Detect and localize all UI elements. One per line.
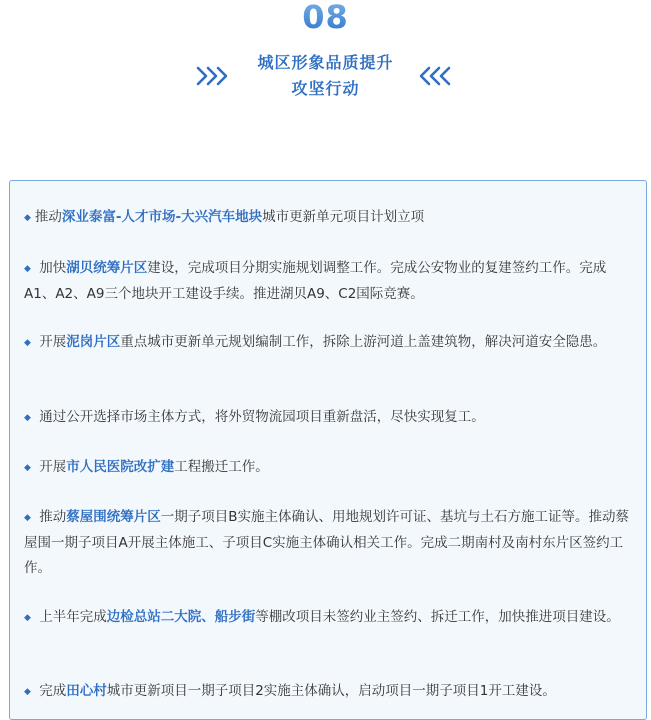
item-text: 完成 [34, 683, 67, 699]
list-item [24, 679, 634, 705]
diamond-bullet-icon: ◆ [24, 513, 31, 523]
item-text: 开展 [34, 459, 67, 475]
section-header [0, 46, 651, 106]
list-item [24, 405, 634, 431]
diamond-bullet-icon: ◆ [24, 687, 31, 697]
item-highlight: 蔡屋围统筹片区 [66, 509, 161, 525]
diamond-bullet-icon: ◆ [24, 463, 31, 473]
item-text: 推动 [34, 509, 67, 525]
item-text: 上半年完成 [34, 609, 107, 625]
list-item [24, 256, 634, 307]
diamond-bullet-icon: ◆ [24, 413, 31, 423]
item-text-rest: 一期子项目B实施主体确认、用地规划许可证、基坑与土石方施工证等。推动蔡屋围一期子项目A开展主体施工、子项目C实施主体确认相关工作。完成二期南村及南村东片区签约工作。 [24, 509, 629, 576]
action-list-card [9, 180, 647, 720]
item-highlight: 泥岗片区 [66, 334, 121, 350]
item-text-rest: 重点城市更新单元规划编制工作，拆除上游河道上盖建筑物，解决河道安全隐患。 [120, 334, 607, 350]
item-text-rest: 工程搬迁工作。 [174, 459, 269, 475]
section-title-line-2: 攻坚行动 [291, 79, 360, 98]
item-highlight: 湖贝统筹片区 [66, 260, 148, 276]
diamond-bullet-icon: ◆ [24, 338, 31, 348]
item-text: 开展 [34, 334, 67, 350]
diamond-bullet-icon: ◆ [24, 213, 31, 223]
chevron-left-triple-icon [416, 64, 456, 88]
item-highlight: 市人民医院改扩建 [66, 459, 175, 475]
item-highlight: 田心村 [66, 683, 107, 699]
diamond-bullet-icon: ◆ [24, 613, 31, 623]
item-text: 加快 [34, 260, 67, 276]
list-item [24, 205, 634, 231]
item-text-rest: 建设，完成项目分期实施规划调整工作。完成公安物业的复建签约工作。完成A1、A2、A9三个地块开工建设手续。推进湖贝A9、C2国际竞赛。 [24, 260, 607, 302]
section-number: 08 [0, 0, 651, 34]
list-item [24, 605, 634, 631]
item-text: 推动 [34, 209, 62, 225]
list-item [24, 505, 634, 581]
item-highlight: 深业泰富-人才市场-大兴汽车地块 [61, 209, 263, 225]
item-highlight: 边检总站二大院、船步街 [106, 609, 256, 625]
section-title [257, 50, 393, 102]
chevron-right-triple-icon [195, 64, 235, 88]
list-item [24, 455, 634, 481]
item-text-rest: 等棚改项目未签约业主签约、拆迁工作，加快推进项目建设。 [255, 609, 620, 625]
diamond-bullet-icon: ◆ [24, 264, 31, 274]
item-text-rest: 城市更新项目一期子项目2实施主体确认，启动项目一期子项目1开工建设。 [106, 683, 556, 699]
section-title-line-1: 城区形象品质提升 [257, 53, 394, 72]
list-item [24, 330, 634, 356]
item-text-rest: 城市更新单元项目计划立项 [262, 209, 425, 225]
item-text: 通过公开选择市场主体方式，将外贸物流园项目重新盘活，尽快实现复工。 [34, 409, 485, 425]
